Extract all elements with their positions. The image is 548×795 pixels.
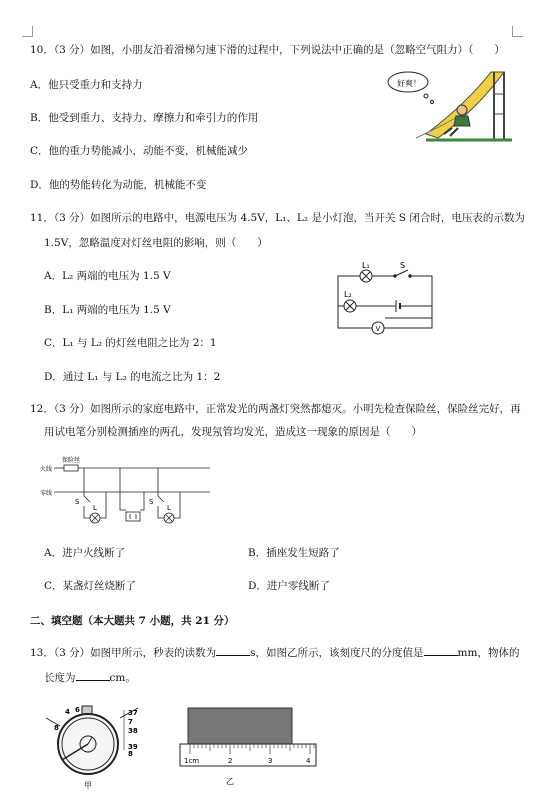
q11-option-c: C．L₁ 与 L₂ 的灯丝电阻之比为 2：1	[44, 337, 217, 349]
q12-stem-line1: 12．（3 分）如图所示的家庭电路中，正常发光的两盏灯突然都熄灭。小明先检查保险丝，保险丝完好，再	[30, 403, 521, 415]
q12-option-c: C．某盏灯丝烧断了	[44, 580, 137, 592]
q13-blank-length[interactable]	[76, 670, 110, 681]
q11-stem-line2: 1.5V，忽略温度对灯丝电阻的影响，则（ ）	[44, 237, 268, 249]
q12-option-d: D．进户零线断了	[248, 580, 330, 592]
corner-mark-top-right	[512, 26, 523, 37]
q11-label-s: S	[400, 261, 406, 270]
q11-option-a: A．L₂ 两端的电压为 1.5 V	[44, 270, 171, 282]
ruler-tick-label-4: 4	[306, 757, 311, 765]
ruler-tick-label-2: 2	[228, 757, 233, 765]
dial-label-inner-4: 4	[65, 708, 70, 716]
q12-option-b: B．插座发生短路了	[248, 547, 340, 559]
q11-label-l1: L₁	[362, 261, 370, 270]
q13-stem-line1	[30, 645, 519, 660]
q12-stem-line2: 用试电笔分别检测插座的两孔，发现氖管均发光，造成这一现象的原因是（ ）	[44, 426, 422, 438]
q13-part3: mm，物体的	[457, 647, 520, 659]
speech-bubble-text: 好爽！	[397, 79, 421, 88]
ruler-unit-label: 1cm	[184, 757, 200, 765]
q11-option-d: D．通过 L₁ 与 L₂ 的电流之比为 1：2	[44, 371, 221, 383]
q11-label-v: V	[375, 325, 381, 333]
q13-stem-line2	[44, 670, 136, 685]
q10-option-b: B．他受到重力、支持力、摩擦力和牵引力的作用	[30, 112, 259, 124]
q12-label-zero-line: 零线	[40, 490, 53, 497]
figure-label-a: 甲	[84, 781, 92, 790]
q13-blank-seconds[interactable]	[216, 645, 250, 656]
q12-option-a: A．进户火线断了	[44, 547, 126, 559]
q11-option-b: B．L₁ 两端的电压为 1.5 V	[44, 304, 171, 316]
stopwatch-figure	[40, 700, 150, 792]
section-title: 二、填空题（本大题共 7 小题，共 21 分）	[30, 615, 235, 627]
q12-label-fire-line: 火线	[40, 466, 53, 473]
ruler-tick-label-3: 3	[268, 757, 273, 765]
q10-option-d: D．他的势能转化为动能，机械能不变	[30, 179, 207, 191]
q12-label-l1: L	[93, 504, 97, 512]
slide-illustration	[386, 64, 512, 142]
q10-stem: 10．（3 分）如图，小朋友沿着滑梯匀速下滑的过程中，下列说法中正确的是（忽略空气阻力）（ ）	[30, 44, 505, 56]
q13-blank-division[interactable]	[424, 645, 458, 656]
q11-circuit-diagram	[330, 258, 440, 338]
q10-option-c: C．他的重力势能减小，动能不变，机械能减少	[30, 145, 249, 157]
dial-label-outer-7: 7	[128, 718, 133, 726]
q12-label-s2: S	[149, 498, 154, 506]
ruler-figure	[176, 704, 320, 790]
q11-stem-line1: 11．（3 分）如图所示的电路中，电源电压为 4.5V，L₁、L₂ 是小灯泡，当开关 S 闭合时，电压表的示数为	[30, 212, 525, 224]
dial-label-outer-8: 8	[128, 750, 133, 758]
figure-label-b: 乙	[226, 777, 234, 786]
q13-part1: 13．（3 分）如图甲所示，秒表的读数为	[30, 647, 217, 659]
q13-line2a: 长度为	[44, 672, 76, 684]
q11-label-l2: L₂	[344, 290, 352, 299]
q12-household-circuit	[40, 454, 215, 529]
q12-label-s1: S	[75, 498, 80, 506]
q13-line2b: cm。	[109, 672, 136, 684]
dial-label-outer-38: 38	[128, 727, 138, 735]
q12-label-fuse: 保险丝	[62, 457, 81, 464]
dial-label-inner-6: 6	[75, 706, 80, 714]
q12-label-l2: L	[167, 504, 171, 512]
q10-option-a: A．他只受重力和支持力	[30, 79, 143, 91]
ruler-body	[180, 744, 316, 766]
dial-label-inner-8: 8	[54, 724, 59, 732]
corner-mark-top-left	[22, 26, 33, 37]
q13-part2: s，如图乙所示，该刻度尺的分度值是	[250, 647, 424, 659]
dial-label-outer-39: 39	[128, 743, 138, 751]
measured-block	[188, 708, 292, 744]
dial-label-outer-37: 37	[128, 709, 138, 717]
